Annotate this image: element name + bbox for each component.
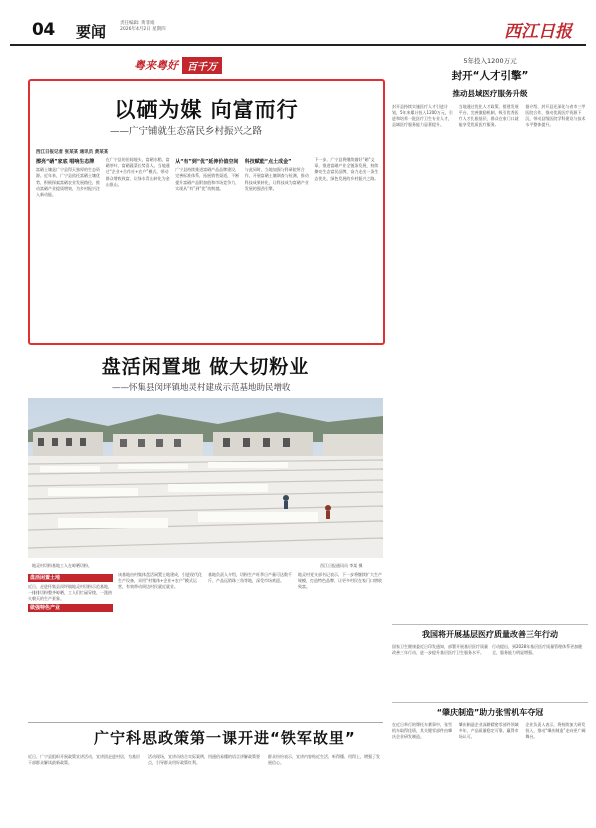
paragraph: 在近日举行的摩托车赛事中，张雪机车取得佳绩，其关键零部件由肇庆企业研发制造。 [392, 722, 452, 739]
body-column [392, 644, 488, 699]
right-subtitle: 推动县域医疗服务升级 [452, 89, 528, 98]
body-column [106, 157, 171, 339]
right-body [392, 104, 588, 624]
bottom-story-title: 广宁科思政策第一课开进“铁军故里” [94, 729, 356, 747]
feature-title: 盘活闲置地 做大切粉业 [101, 356, 310, 378]
paragraph: 群众纷纷表示，宣讲内容贴近生活，听得懂、用得上，增强了发展信心。 [268, 754, 380, 765]
column-badge [134, 56, 222, 74]
paragraph: 据介绍，封开县还深化与省市三甲医院合作，推动优质医疗资源下沉，带动县级医院学科建设与技术水平整体提升。 [525, 104, 586, 127]
paragraph: 当地通过优化人才政策、搭建发展平台、完善激励机制，吸引优秀医疗人才扎根基层，群众在家门口就能享受优质医疗服务。 [458, 104, 519, 127]
red-subhead: 盘活闲置土地 [28, 574, 113, 582]
headline-title: 以硒为媒 向富而行 [114, 98, 299, 122]
paragraph: 广宁县持续推进富硒产品品牌建设，完善标准体系，拓展销售渠道，不断提升富硒产品附加值和市场竞争力，实现从“有”到“优”的跨越。 [175, 167, 240, 191]
subhead: 科技赋能“点土成金” [244, 159, 292, 165]
headline-subtitle: ——广宁铺就生态富民乡村振兴之路 [110, 126, 263, 137]
bottom-story-body [28, 754, 383, 818]
paragraph: 近日，广宁县组织开展政策宣讲活动，宣讲团走进村居，为基层干部群众解读最新政策。 [28, 754, 140, 765]
body-column [36, 157, 101, 339]
edition-meta [120, 21, 166, 33]
paragraph: 封开县持续实施医疗人才引进计划，5年来累计投入1200万元，引进和培养一批医疗卫生专业人才，县域医疗服务能力显著提升。 [392, 104, 453, 127]
subhead: 从“有”到“优”延伸价值空间 [175, 159, 239, 165]
right-story3-title: “肇庆制造”助力张雪机车夺冠 [436, 708, 544, 717]
feature-photo [28, 398, 383, 558]
body-column [314, 157, 379, 339]
right-title: 封开“人才引擎” [451, 70, 529, 82]
body-column [175, 157, 240, 339]
paragraph: 地灵村党支部书记表示，下一步将继续扩大生产规模，打造特色品牌，让更多村民在家门口增收致富。 [298, 572, 382, 589]
headline-article[interactable] [28, 79, 385, 345]
column-badge-tag: 百千万 [182, 57, 222, 74]
subhead: 擦亮“硒”家底 唱响生态牌 [36, 159, 95, 165]
paragraph: 活动现场，宣讲员结合实际案例，用通俗易懂的语言讲解政策要点，引导群众用好政策红利。 [148, 754, 260, 765]
paragraph: 近日，走进怀集县闵坪镇地灵村切粉示范基地，一排排切粉整齐晾晒，工人们忙碌穿梭，一派热火朝天的生产景象。 [28, 584, 112, 601]
body-column [245, 157, 310, 339]
date-line: 2026年4月2日 星期四 [120, 27, 166, 32]
paragraph: 该基地由村集体盘活闲置土地建成，引进现代化生产设备，采用“村集体+企业+农户”模式运营，有效带动周边村民就近就业。 [118, 572, 202, 589]
body-column [492, 644, 588, 699]
column-badge-label: 粤来粤好 [134, 59, 178, 72]
newspaper-logo: 西江日报 [504, 22, 572, 42]
right-kicker: 5年投入1200万元 [463, 57, 517, 65]
section-divider [392, 702, 588, 703]
paragraph: 国家卫生健康委近日印发通知，部署开展基层医疗质量改善三年行动，进一步提升基层医疗卫生服务水平。 [392, 644, 488, 655]
body-column [148, 754, 263, 818]
paragraph: 肇庆制造企业深耕精密零部件领域多年，产品质量稳定可靠，赢得市场认可。 [458, 722, 519, 739]
right-story2-body [392, 644, 588, 699]
right-column [392, 48, 588, 818]
feature-subtitle: ——怀集县闵坪镇地灵村建成示范基地助民增收 [112, 383, 291, 393]
editor-line: 责任编辑: 黄菲娟 [120, 21, 155, 26]
body-column [392, 722, 455, 818]
page-number: 04 [32, 20, 55, 40]
right-story3-body [392, 722, 588, 818]
paragraph: 企业负责人表示，将持续加大研发投入，推动“肇庆制造”走向更广阔舞台。 [525, 722, 586, 739]
body-column [28, 754, 143, 818]
section-divider [28, 722, 383, 723]
paragraph: 行动提出，到2028年基层医疗质量管理体系更加健全，服务能力明显增强。 [492, 644, 583, 655]
photo-caption: 地灵村切粉基地工人在晾晒切粉。 [32, 563, 92, 568]
body-column [268, 754, 383, 818]
paragraph: 富硒土壤是广宁县得天独厚的生态资源。近年来，广宁县依托富硒土壤优势，积极探索富硒农业发展路径，推动富硒产业提质增效，为乡村振兴注入新动能。 [36, 167, 100, 198]
masthead [10, 14, 586, 46]
photo-credit: 西江日报通讯员 李某 摄 [320, 563, 363, 568]
body-column [525, 722, 588, 818]
paragraph: 基地负责人介绍，切粉生产旺季日产量可达数千斤，产品远销珠三角等地，深受市场欢迎。 [208, 572, 292, 583]
paragraph: 在广宁县的田间地头，富硒水稻、富硒茶叶、富硒蔬菜长势喜人。当地通过“企业+合作社+农户”模式，带动群众增收致富，让绿水青山转化为金山银山。 [105, 157, 170, 187]
section-divider [392, 624, 588, 625]
body-column [392, 104, 455, 624]
right-story2-title: 我国将开展基层医疗质量改善三年行动 [422, 630, 558, 639]
section-name: 要闻 [76, 23, 107, 41]
body-column [459, 722, 522, 818]
red-subhead: 做强特色产业 [28, 604, 113, 612]
headline-body [36, 157, 379, 339]
paragraph: 与此同时，当地加强与科研院所合作，开展富硒土壤调查与检测，推动科技成果转化，让科技成为富硒产业发展的强劲引擎。 [244, 167, 309, 191]
paragraph: 下一步，广宁县将继续做好“硒”文章，推进富硒产业全链条发展，持续擦亮生态富民品牌，奋力走出一条生态优先、绿色发展的乡村振兴之路。 [314, 157, 379, 181]
headline-byline: 西江日报记者 张某某 通讯员 黄某某 [36, 150, 109, 155]
body-column [459, 104, 522, 624]
body-column [525, 104, 588, 624]
